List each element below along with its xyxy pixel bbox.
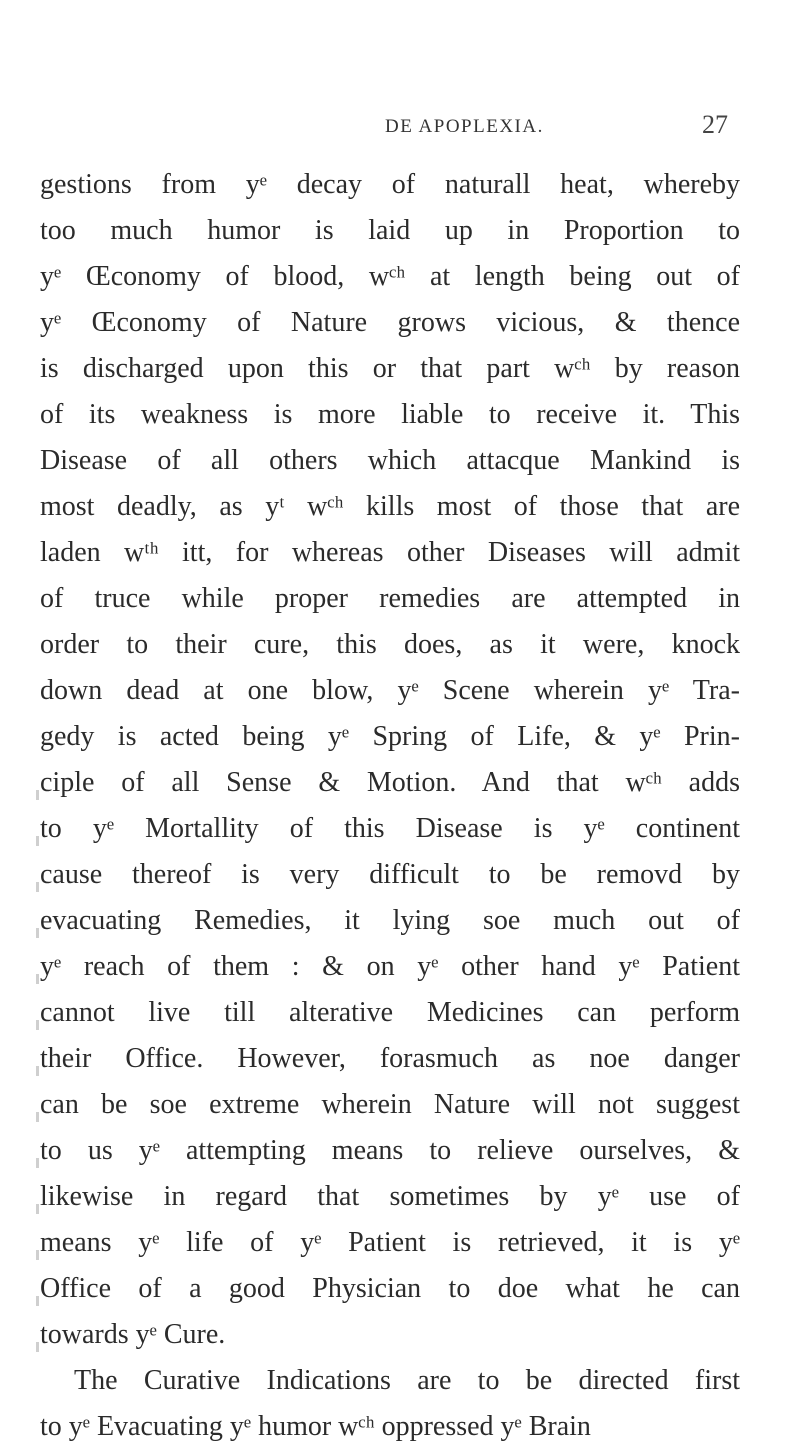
text-line: of its weakness is more liable to receive it. This xyxy=(40,399,740,430)
text-line: yᵉ Œconomy of Nature grows vicious, & thence xyxy=(40,307,740,338)
text-line: means yᵉ life of yᵉ Patient is retrieved, it is yᵉ xyxy=(40,1227,740,1258)
text-line: Disease of all others which attacque Mankind is xyxy=(40,445,740,476)
text-line: cause thereof is very difficult to be removd by xyxy=(40,859,740,890)
text-line: order to their cure, this does, as it were, knock xyxy=(40,629,740,660)
text-line: is discharged upon this or that part wᶜʰ by reason xyxy=(40,353,740,384)
text-line: cannot live till alterative Medicines can perform xyxy=(40,997,740,1028)
text-line: too much humor is laid up in Proportion to xyxy=(40,215,740,246)
text-line: evacuating Remedies, it lying soe much out of xyxy=(40,905,740,936)
page-number: 27 xyxy=(702,110,728,139)
text-line: Office of a good Physician to doe what he can xyxy=(40,1273,740,1304)
text-line: laden wᵗʰ itt, for whereas other Diseases will admit xyxy=(40,537,740,568)
text-line: gedy is acted being yᵉ Spring of Life, & yᵉ Prin- xyxy=(40,721,740,752)
running-title: DE APOPLEXIA. xyxy=(385,116,544,137)
text-line: down dead at one blow, yᵉ Scene wherein yᵉ Tra- xyxy=(40,675,740,706)
text-line: gestions from yᵉ decay of naturall heat, whereby xyxy=(40,169,740,200)
body-text xyxy=(40,162,740,1450)
text-line: likewise in regard that sometimes by yᵉ use of xyxy=(40,1181,740,1212)
text-line: towards yᵉ Cure. xyxy=(40,1319,226,1350)
text-line: yᵉ reach of them : & on yᵉ other hand yᵉ Patient xyxy=(40,951,740,982)
text-line: to yᵉ Mortallity of this Disease is yᵉ continent xyxy=(40,813,740,844)
text-line: most deadly, as yᵗ wᶜʰ kills most of those that are xyxy=(40,491,740,522)
text-line: The Curative Indications are to be directed first xyxy=(74,1365,740,1396)
text-line: yᵉ Œconomy of blood, wᶜʰ at length being out of xyxy=(40,261,740,292)
text-line: to us yᵉ attempting means to relieve ourselves, & xyxy=(40,1135,740,1166)
running-header xyxy=(0,110,800,144)
text-line: of truce while proper remedies are attempted in xyxy=(40,583,740,614)
text-line: to yᵉ Evacuating yᵉ humor wᶜʰ oppressed yᵉ Brain xyxy=(40,1411,591,1442)
text-line: can be soe extreme wherein Nature will not suggest xyxy=(40,1089,740,1120)
text-line: their Office. However, forasmuch as noe danger xyxy=(40,1043,740,1074)
text-line: ciple of all Sense & Motion. And that wᶜʰ adds xyxy=(40,767,740,798)
